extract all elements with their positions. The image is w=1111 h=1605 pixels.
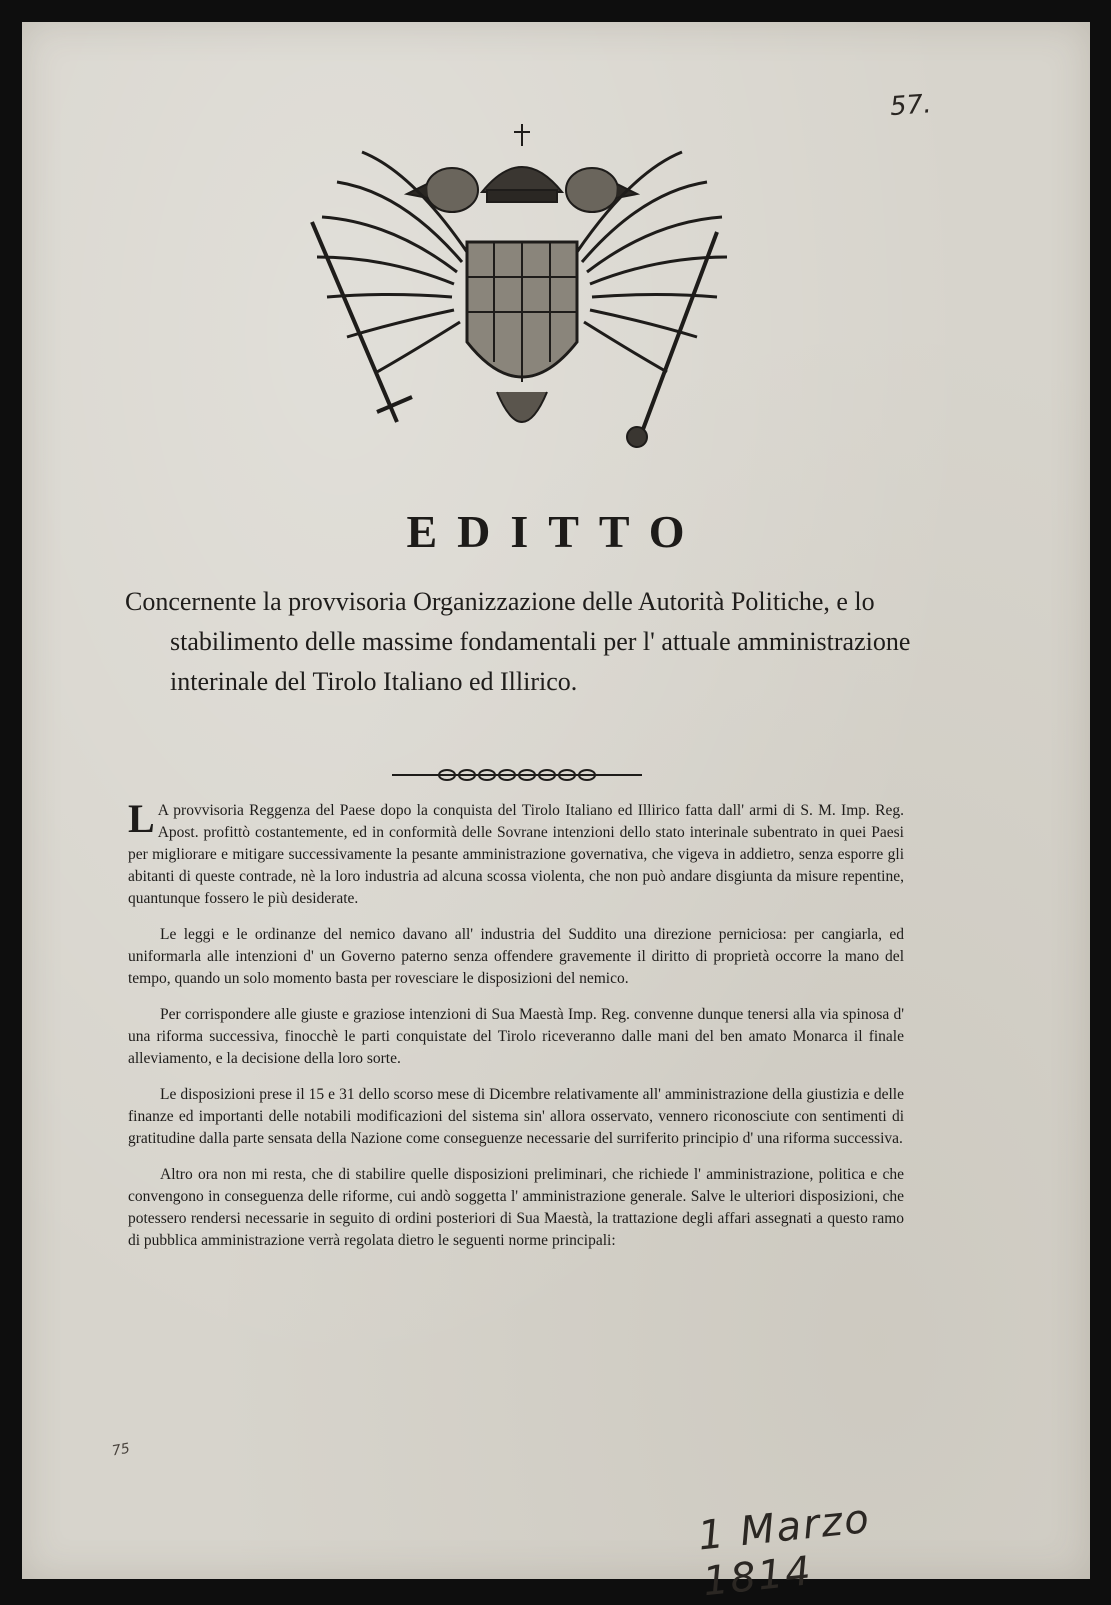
document-body [128,796,904,1266]
handwritten-date: 1 Marzo 1814 [695,1495,873,1605]
paragraph: Le disposizioni prese il 15 e 31 dello scorso mese di Dicembre relativamente all' amministrazione della giustizia e delle finanze ed importanti delle notabili modificazioni del sistema sin' allora osservato, vennero riconosciute con sentimenti di gratitudine dalla parte sensata della Nazione come conseguenze necessarie del surriferito principio d' una riforma successiva. [128,1086,904,1147]
paragraph: Per corrispondere alle giuste e graziose intenzioni di Sua Maestà Imp. Reg. convenne dunque tenersi alla via spinosa d' una riforma successiva, finocchè le parti conquistate del Tirolo riceveranno dalle mani del ben amato Monarca il finale alleviamento, e la decisione della loro sorte. [128,1006,904,1067]
ornamental-divider-icon [392,765,642,785]
double-headed-eagle-emblem-icon [292,112,752,472]
paragraph: Altro ora non mi resta, che di stabilire quelle disposizioni preliminari, che richiede l' amministrazione, politica e che convengono in conseguenza delle riforme, cui andò soggetta l' amministrazione generale. Salve le ulteriori disposizioni, che potessero rendersi necessarie in seguito di ordini posteriori di Sua Maestà, la trattazione degli affari assegnati a questo ramo di pubblica amministrazione verrà regolata dietro le seguenti norme principali: [128,1166,904,1249]
paragraph: Le leggi e le ordinanze del nemico davano all' industria del Suddito una direzione perniciosa: per cangiarla, ed uniformarla alle intenzioni d' un Governo paterno senza offendere gravemente il diritto di proprietà occorre la mano del tempo, quando un solo momento basta per rovesciare le disposizioni del nemico. [128,926,904,987]
paragraph-text: A provvisoria Reggenza del Paese dopo la conquista del Tirolo Italiano ed Illirico fatta dall' armi di S. M. Imp. Reg. Apost. profittò costantemente, ed in conformità delle Sovrane intenzioni dello stato interinale subentrato in quei Paesi per migliorare e mitigare successivamente la pesante amministrazione governativa, che vigeva in addietro, senza esporre gli abitanti di queste contrade, nè la loro industria ad alcuna scossa violenta, che non può andare disgiunta da misure repentine, quantunque fossero le più desiderate. [128,802,904,907]
folio-number: 57. [889,89,933,123]
document-subtitle: Concernente la provvisoria Organizzazione delle Autorità Politiche, e lo stabilimento delle massime fondamentali per l' attuale amministrazione interinale del Tirolo Italiano ed Illirico. [125,587,911,696]
margin-annotation: 75 [110,1440,132,1460]
drop-cap: L [128,796,154,841]
paragraph [128,796,904,910]
document-title: EDITTO [406,506,705,557]
